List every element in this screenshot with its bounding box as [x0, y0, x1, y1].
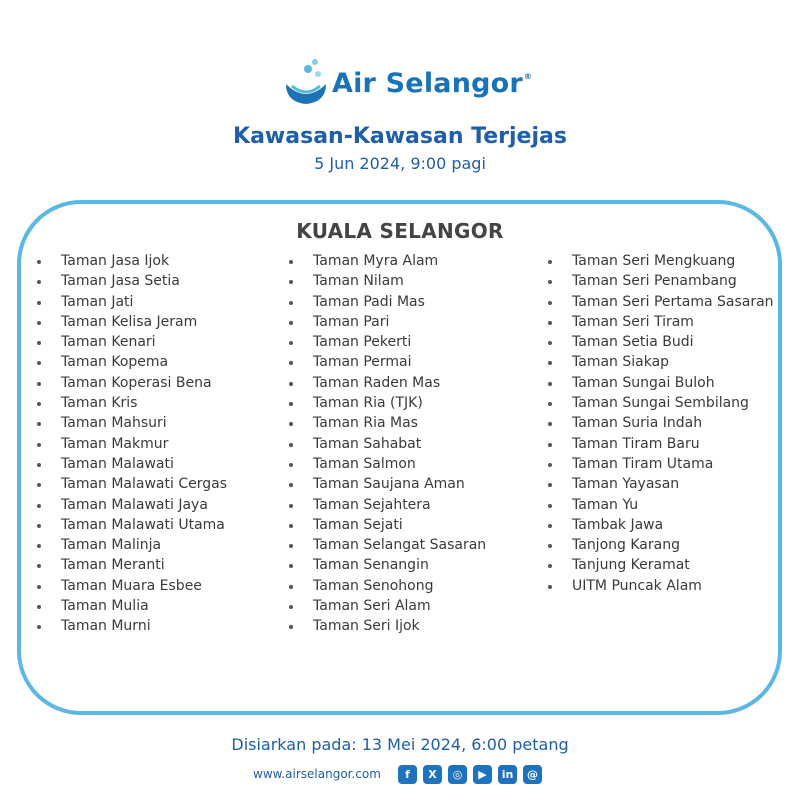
area-list-item: Taman Sejahtera — [313, 495, 486, 515]
area-list-item: Taman Sungai Sembilang — [572, 393, 774, 413]
area-list-item: Taman Myra Alam — [313, 251, 486, 271]
area-list-item: Taman Malinja — [61, 535, 227, 555]
area-list-item: Taman Jasa Setia — [61, 271, 227, 291]
area-list-item: Taman Senohong — [313, 576, 486, 596]
area-list-item: Taman Kopema — [61, 352, 227, 372]
area-list-item: Taman Siakap — [572, 352, 774, 372]
area-list-item: Taman Murni — [61, 616, 227, 636]
area-list-item: Taman Malawati Cergas — [61, 474, 227, 494]
x-icon[interactable]: X — [423, 765, 442, 784]
area-list-item: Taman Yayasan — [572, 474, 774, 494]
area-list-item: Tambak Jawa — [572, 515, 774, 535]
area-list-item: Taman Padi Mas — [313, 292, 486, 312]
page-title: Kawasan-Kawasan Terjejas — [233, 124, 567, 149]
area-list-column-2 — [313, 251, 486, 637]
area-list-item: Taman Sahabat — [313, 434, 486, 454]
area-list-item: Taman Sejati — [313, 515, 486, 535]
area-list-item: UITM Puncak Alam — [572, 576, 774, 596]
area-list-item: Taman Sungai Buloh — [572, 373, 774, 393]
area-list-item: Tanjung Keramat — [572, 555, 774, 575]
area-list-item: Taman Selangat Sasaran — [313, 535, 486, 555]
page-subtitle-date: 5 Jun 2024, 9:00 pagi — [314, 154, 486, 173]
area-list-item: Taman Mahsuri — [61, 413, 227, 433]
threads-icon[interactable]: @ — [523, 765, 542, 784]
area-list-column-1 — [61, 251, 227, 637]
brand-name: Air Selangor® — [332, 68, 533, 99]
area-list-item: Taman Seri Mengkuang — [572, 251, 774, 271]
area-list-item: Taman Seri Pertama Sasaran — [572, 292, 774, 312]
area-list-item: Taman Setia Budi — [572, 332, 774, 352]
area-list-item: Taman Seri Alam — [313, 596, 486, 616]
area-list-item: Taman Salmon — [313, 454, 486, 474]
area-list-item: Taman Malawati Utama — [61, 515, 227, 535]
area-list-item: Taman Senangin — [313, 555, 486, 575]
linkedin-icon[interactable]: in — [498, 765, 517, 784]
area-list-item: Taman Nilam — [313, 271, 486, 291]
area-list-item: Taman Mulia — [61, 596, 227, 616]
area-list-item: Taman Suria Indah — [572, 413, 774, 433]
area-list-item: Taman Ria Mas — [313, 413, 486, 433]
area-list-item: Taman Saujana Aman — [313, 474, 486, 494]
area-list-item: Taman Ria (TJK) — [313, 393, 486, 413]
area-list-item: Taman Tiram Utama — [572, 454, 774, 474]
area-list-item: Taman Kris — [61, 393, 227, 413]
youtube-icon[interactable]: ▶ — [473, 765, 492, 784]
area-list-item: Taman Jasa Ijok — [61, 251, 227, 271]
social-links — [398, 765, 542, 784]
area-list-item: Taman Yu — [572, 495, 774, 515]
area-list-item: Taman Makmur — [61, 434, 227, 454]
area-list-item: Taman Pekerti — [313, 332, 486, 352]
air-selangor-logo — [282, 58, 533, 108]
region-heading: KUALA SELANGOR — [296, 219, 504, 243]
area-list-item: Taman Kelisa Jeram — [61, 312, 227, 332]
water-drop-logo-icon — [282, 58, 330, 108]
area-list-item: Taman Seri Tiram — [572, 312, 774, 332]
area-list-item: Taman Malawati — [61, 454, 227, 474]
area-list-item: Taman Raden Mas — [313, 373, 486, 393]
instagram-icon[interactable]: ◎ — [448, 765, 467, 784]
area-list-item: Taman Kenari — [61, 332, 227, 352]
area-list-item: Taman Pari — [313, 312, 486, 332]
area-list-item: Tanjong Karang — [572, 535, 774, 555]
broadcast-date: Disiarkan pada: 13 Mei 2024, 6:00 petang — [231, 735, 569, 754]
facebook-icon[interactable]: f — [398, 765, 417, 784]
area-list-item: Taman Permai — [313, 352, 486, 372]
area-list-item: Taman Koperasi Bena — [61, 373, 227, 393]
area-list-item: Taman Muara Esbee — [61, 576, 227, 596]
area-list-item: Taman Seri Penambang — [572, 271, 774, 291]
area-list-column-3 — [572, 251, 774, 596]
area-list-item: Taman Meranti — [61, 555, 227, 575]
website-link[interactable]: www.airselangor.com — [253, 767, 381, 781]
area-list-item: Taman Seri Ijok — [313, 616, 486, 636]
area-list-item: Taman Jati — [61, 292, 227, 312]
area-list-item: Taman Malawati Jaya — [61, 495, 227, 515]
area-list-item: Taman Tiram Baru — [572, 434, 774, 454]
